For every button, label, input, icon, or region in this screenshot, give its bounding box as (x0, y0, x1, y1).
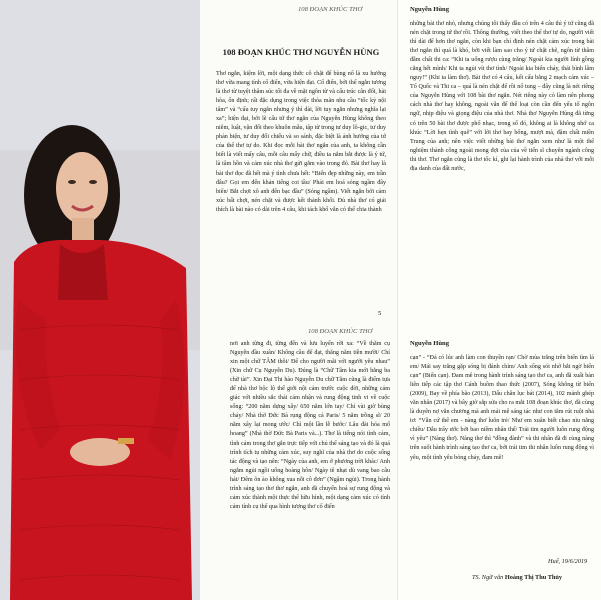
author-photo (0, 0, 200, 600)
running-header-2: 108 ĐOẠN KHÚC THƠ (308, 328, 373, 335)
signature-title: TS. Ngữ văn (472, 574, 504, 581)
page-intro (200, 0, 397, 324)
page-right (397, 0, 601, 600)
body-paragraph-4: cạn” - “Đá có lúc anh làm con thuyền rạn/ Chờ mùa trăng trên biển tìm lá em/ Mái say trăng gặp sóng bị đánh chìm/ Anh sống sót nhờ bắt ngờ biển cạn” (Biển cạn). Đam mê trong hành trình sáng tạo thơ ca, anh đã xuất bản liên tiếp các tập thơ Cánh buồm thao thức (2007), Sóng không từ biển (2009), Bay về phía bão (2013), Dấu chân lục bát (2014), 102 mảnh ghép văn nhân (2017) và bây giờ sắp sửa cho ra mắt 108 đoạn khúc thơ, đã cùng là duyên nợ văn chương mà anh mải mê sáng tác như con tằm rút ruột nhả tơ: “Vẫn cứ thế em - nàng thơ luôn trẻ/ Như em xuân biết chao nìu nắng chiều/ Dẫu trẩy ước bởi bao niềm nhân thế/ Trải tim người luôn rung động vì yêu” (Nàng thơ). Nàng thơ thì “đồng đành” và thi nhân đã đi cùng nàng trên suốt hành trình sáng tạo thơ ca, bởi trái tim thi nhân luôn rung động vì yêu, một tình yêu bỏng cháy, đam mê! (410, 355, 594, 461)
body-paragraph-1: Thơ ngắn, kiệm lời, một dạng thức cô chặt để bùng nổ là xu hướng thơ vừa mang tính cổ điển, vừa hiện đại. Cổ điển, bởi thể ngắn tương là thơ từ tuyệt thâm súc tối đa về mặt ngôn từ và cấu trúc cân đối, hài hòa, ổn định; rất đặc dụng trong việc thỏa mãn nhu cầu “tốc kỷ nội tâm” và “cấu tuy ngắn nhưng ý thì dài, lời tuy ngắn nhưng nghĩa lại xa”; hiện đại, bởi lẽ cấu tứ thơ ngắn của Nguyễn Hùng không theo niêm, luật, vận đối theo khuôn mẫu, tập từ trong tư duy lô-gic, tư duy phản biện, tư duy đối chiếu và so sánh, đặc biệt là ảnh hưởng của tứ của thể thơ tự do. Khi đọc mỗi bài thơ ngắn của anh, ta không cần biết là viết mấy câu, mỗi câu mấy chữ, điều ta nắm bắt được là ý tứ, là tâm hồn và cảm xúc nhà thơ gửi gắm vào trong đó. Bài thơ hay là bài thơ đọc đã hết mà ý tình chưa hết: “Biển đẹp những này, em trần đâu? Gọi em đến khản tiếng coi tầu/ Phải em hoá sóng ngầm đây biển/ Bắt chợt xô anh đến bạc đầu” (Sóng ngầm). Viết ngắn bởi cảm xúc bất chợt, nén chặt và được kết thành khối. Đủ nhà thơ có giải thích là bài nào có dài trên 4 câu, khi tách khổ vẫn có thể chia thành (216, 71, 386, 213)
body-paragraph-3: những bài thơ nhỏ, nhưng chúng tôi thấy đầu có trên 4 câu thì ý tứ cũng đã nén chặt trong tứ thơ rồi. Thông thường, viết theo thể thơ tự do, người viết thì dài để hơn thơ ngắn, còn khi bạn chỉ định nén chặt cảm xúc trong bài thơ ngắn thì quá là khó, bởi viết làm sao cho ý tứ chặt chẽ, ngôn từ thâm đẫm chất thi ca: “Khi ta uống rượu cùng trăng/ Ngoài kia người lính gồng căng hết mình/ Khi ta ngủi vít thơ tình/ Ngoài kia biển cháy, thái bình lâm nguy!” (Khi ta làm thơ). Bài thơ có 4 câu, kết cấu bằng 2 mạch cảm xúc – Tổ Quốc và Thi ca – quá là nén chặt để rồi nổ tung – đây cũng là nét riêng của Nguyễn Hùng với 108 bài thơ ngắn. Nét riêng này có làm nên phong cách nhà thơ hay không, ngoài vẫn để thể loại còn cần đến yếu tố ngôn ngữ, nhịp điệu và giọng điệu của nhà thơ. Nhà thơ Nguyễn Hùng đã từng có trên 50 bài thơ được phổ nhạc, trong số đó, không ai là không nhớ ca khúc “Lời hẹn tình quê” với lời thơ bay bổng, mượt mà, đậm chất miền Trung của anh; nên việc viết những bài thơ ngắn xem như là một thể nghiệm thành công ngoài mong đợi của của về tiến sĩ chuyên ngành công thi thơ. Thơ ngắn cũng là thơ tốc kí, ghi lại hành trình của nhà thơ với mỗi địa danh của đất nước, (410, 21, 594, 172)
signature (472, 574, 562, 581)
running-header: 108 ĐOẠN KHÚC THƠ (298, 6, 363, 13)
body-paragraph-2: nơi anh từng đi, từng đến và lưu luyến rời xa: “Về thăm cụ Nguyễn đầu xuân/ Không cầu để đạt, thăng năm tiền mười/ Chỉ xin một chữ TÂM thôi/ Để cho người mãi với người yêu nhau” (Xin chữ Cụ Nguyễn Du). Đúng là “Chữ Tâm kia mới bằng ba chữ tài”. Xin Đại Thi hào Nguyễn Du chữ Tâm cũng là điểm tựa để nhà thơ bộc lộ thế giới nội cảm trước cuộc đời, những cảm giác với nhiều sắc thái cảm nhận và rung động tinh vi về cuộc sống: “200 năm dựng xây/ 650 năm lớn tay/ Chỉ vài giờ bùng cháy/ Nhà thờ Đức Bà rụng động cả Paris/ 5 năm trồng sĩ/ 20 năm xây lại mong ước/ Chỉ một lần lễ bước/ Lâu đài hóa mổ hoang” (Nhà thờ Đức Bà Paris và...). Thơ là tiếng nói tình cảm, tình cảm trong thơ gắn trực tiếp với chủ thể sáng tạo và đó là quá trình tích tụ những cảm xúc, suy nghĩ của nhà thơ do cuộc sống tác động và tạo nên: “Ngày của anh, em ở phương trời khác/ Anh ngắm ngủi ngồi uống hoàng hôn/ Ngày tê nhạt dù vang bao câu hát/ Đêm ôn ào không xua nỗi cô đơn” (Ngậm ngùi). Trong hành trình sáng tạo thơ thơ ngắn, anh đã chuyển hoá sự rung động và cảm xúc thành một thực thể hữu hình, một dạng cảm xúc có tính cảm tính cụ thể qua hình tượng thơ cổ điển (230, 341, 390, 510)
page-number: 5 (378, 310, 382, 317)
place-date: Huế, 19/6/2019 (548, 558, 588, 565)
page-continued (200, 324, 397, 600)
author-header-top: Nguyễn Hùng (410, 6, 450, 13)
signature-name: Hoàng Thị Thu Thủy (504, 574, 563, 581)
article-title: 108 ĐOẠN KHÚC THƠ NGUYỄN HÙNG (222, 47, 380, 57)
author-header-mid: Nguyễn Hùng (410, 340, 450, 347)
